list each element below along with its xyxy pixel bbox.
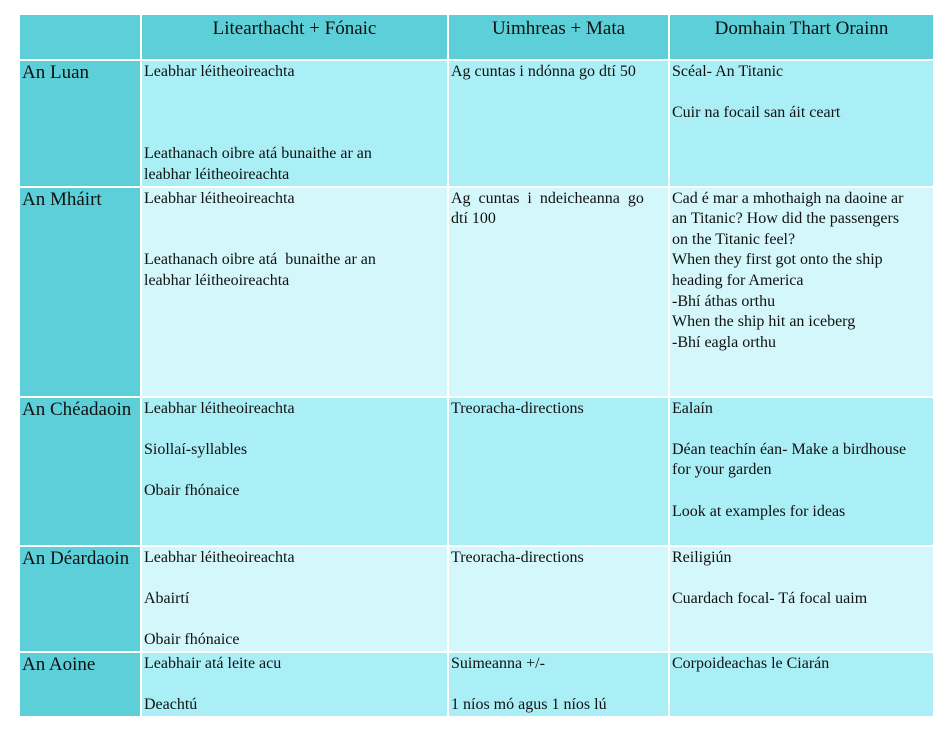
cell-line: Ag cuntas i ndónna go dtí 50 — [451, 63, 636, 80]
cell-tuesday-numeracy — [448, 187, 669, 397]
cell-friday-literacy — [141, 652, 448, 717]
cell-wednesday-literacy — [141, 397, 448, 546]
blank-line — [144, 83, 445, 104]
blank-line — [672, 83, 931, 104]
header-literacy: Litearthacht + Fónaic — [141, 14, 448, 60]
cell-wednesday-world — [669, 397, 934, 546]
cell-wednesday-numeracy — [448, 397, 669, 546]
header-world-around-us: Domhain Thart Orainn — [669, 14, 934, 60]
day-label-friday: An Aoine — [19, 652, 141, 717]
cell-line: Cuardach focal- Tá focal uaim — [672, 589, 868, 607]
cell-friday-world — [669, 652, 934, 717]
cell-line: Leabhar léitheoireachta — [144, 189, 295, 207]
cell-line: Leabhair atá leite acu — [144, 654, 282, 672]
cell-line: -Bhí eagla orthu — [672, 333, 776, 351]
table-row-tuesday — [19, 187, 934, 397]
cell-line: Scéal- An Titanic — [672, 63, 784, 80]
cell-line: Leathanach oibre atá bunaithe ar an — [144, 251, 376, 269]
cell-monday-literacy — [141, 60, 448, 187]
cell-line: heading for America — [672, 271, 804, 289]
cell-line: leabhar léitheoireachta — [144, 165, 290, 183]
cell-line: dtí 100 — [451, 210, 496, 228]
day-label-monday: An Luan — [19, 60, 141, 187]
cell-line: Siollaí-syllables — [144, 440, 248, 458]
blank-line — [144, 568, 445, 589]
table-row-monday — [19, 60, 934, 187]
cell-tuesday-literacy — [141, 187, 448, 397]
cell-line: Leathanach oibre atá bunaithe ar an — [144, 145, 372, 163]
cell-friday-numeracy — [448, 652, 669, 717]
cell-tuesday-world — [669, 187, 934, 397]
cell-line: an Titanic? How did the passengers — [672, 210, 900, 228]
blank-line — [144, 230, 445, 251]
cell-thursday-world — [669, 546, 934, 652]
blank-line — [144, 674, 445, 695]
cell-line: Ealaín — [672, 399, 713, 417]
cell-line: Corpoideachas le Ciarán — [672, 654, 830, 672]
cell-line: Cad é mar a mhothaigh na daoine ar — [672, 189, 904, 207]
table-row-wednesday — [19, 397, 934, 546]
blank-line — [144, 609, 445, 630]
cell-line: Ag cuntas i ndeicheanna go — [451, 189, 644, 207]
blank-line — [451, 674, 666, 695]
cell-line: Suimeanna +/- — [451, 654, 545, 672]
cell-line: Look at examples for ideas — [672, 502, 846, 520]
blank-line — [672, 568, 931, 589]
timetable — [18, 13, 935, 718]
cell-line: Leabhar léitheoireachta — [144, 548, 295, 566]
cell-line: Leabhar léitheoireachta — [144, 63, 295, 80]
cell-line: Treoracha-directions — [451, 399, 584, 417]
header-numeracy: Uimhreas + Mata — [448, 14, 669, 60]
cell-line: Déan teachín éan- Make a birdhouse — [672, 440, 907, 458]
cell-thursday-literacy — [141, 546, 448, 652]
cell-line: Obair fhónaice — [144, 630, 240, 648]
day-label-tuesday: An Mháirt — [19, 187, 141, 397]
cell-line: Treoracha-directions — [451, 548, 584, 566]
blank-line — [144, 124, 445, 145]
cell-line: for your garden — [672, 461, 772, 479]
cell-line: Deachtú — [144, 695, 198, 713]
cell-line: -Bhí áthas orthu — [672, 292, 776, 310]
day-label-thursday: An Déardaoin — [19, 546, 141, 652]
cell-line: Reiligiún — [672, 548, 732, 566]
cell-line: leabhar léitheoireachta — [144, 271, 290, 289]
day-label-wednesday: An Chéadaoin — [19, 397, 141, 546]
cell-line: 1 níos mó agus 1 níos lú — [451, 695, 607, 713]
blank-line — [144, 209, 445, 230]
header-corner — [19, 14, 141, 60]
cell-line: Cuir na focail san áit ceart — [672, 104, 841, 122]
cell-thursday-numeracy — [448, 546, 669, 652]
cell-line: Obair fhónaice — [144, 481, 240, 499]
header-row — [19, 14, 934, 60]
table-row-friday — [19, 652, 934, 717]
cell-monday-numeracy — [448, 60, 669, 187]
blank-line — [672, 481, 931, 502]
blank-line — [672, 419, 931, 440]
blank-line — [144, 460, 445, 481]
cell-monday-world — [669, 60, 934, 187]
cell-line: When the ship hit an iceberg — [672, 313, 856, 331]
cell-line: When they first got onto the ship — [672, 251, 883, 269]
table-row-thursday — [19, 546, 934, 652]
cell-line: Leabhar léitheoireachta — [144, 399, 295, 417]
blank-line — [144, 103, 445, 124]
cell-line: on the Titanic feel? — [672, 230, 796, 248]
blank-line — [144, 419, 445, 440]
cell-line: Abairtí — [144, 589, 190, 607]
